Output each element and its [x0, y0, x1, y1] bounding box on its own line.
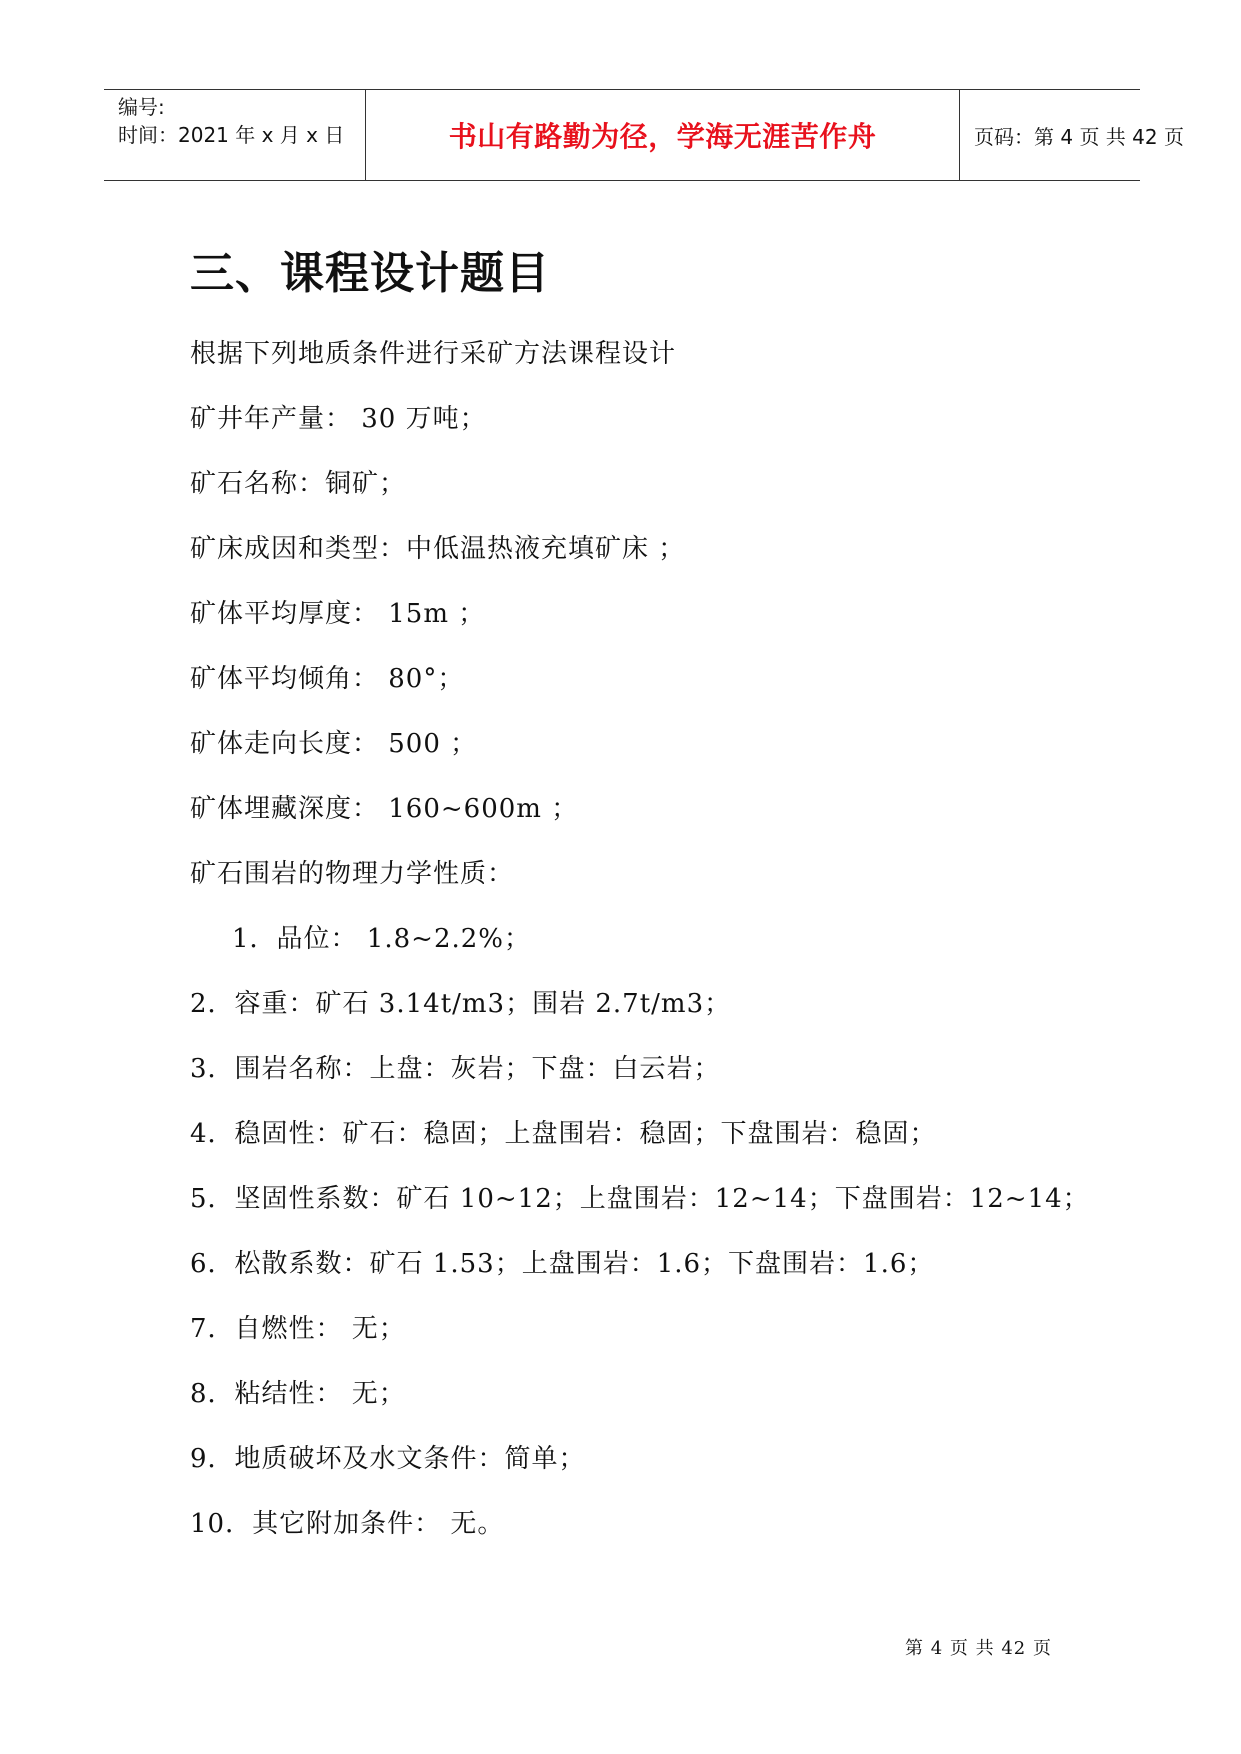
properties-heading-line: 矿石围岩的物理力学性质： [190, 859, 515, 889]
list-item: 2．容重：矿石 3.14t/m3；围岩 2.7t/m3； [190, 989, 732, 1019]
document-time-label: 时间：2021 年 x 月 x 日 [118, 123, 345, 147]
list-item: 4．稳固性：矿石：稳固；上盘围岩：稳固；下盘围岩：稳固； [190, 1119, 937, 1149]
list-item: 3．围岩名称：上盘：灰岩；下盘：白云岩； [190, 1054, 721, 1084]
list-item: 9．地质破坏及水文条件：简单； [190, 1444, 586, 1474]
ore-name-line: 矿石名称：铜矿； [190, 469, 407, 499]
strike-length-line: 矿体走向长度： 500 ； [190, 729, 478, 759]
list-item: 5．坚固性系数：矿石 10~12；上盘围岩：12~14；下盘围岩：12~14； [190, 1184, 1090, 1214]
burial-depth-line: 矿体埋藏深度： 160~600m ； [190, 794, 579, 824]
section-title: 三、课程设计题目 [190, 248, 550, 299]
list-item: 7．自燃性： 无； [190, 1314, 406, 1344]
list-item: 10．其它附加条件： 无。 [190, 1509, 505, 1539]
dip-angle-line: 矿体平均倾角： 80°； [190, 664, 465, 694]
list-item: 6．松散系数：矿石 1.53；上盘围岩：1.6；下盘围岩：1.6； [190, 1249, 935, 1279]
page-header [104, 89, 1184, 181]
page-footer: 第 4 页 共 42 页 [905, 1638, 1052, 1659]
annual-output-line: 矿井年产量： 30 万吨； [190, 404, 487, 434]
header-motto: 书山有路勤为径，学海无涯苦作舟 [366, 90, 960, 180]
thickness-line: 矿体平均厚度： 15m ； [190, 599, 486, 629]
list-item: 8．粘结性： 无； [190, 1379, 406, 1409]
intro-line: 根据下列地质条件进行采矿方法课程设计 [190, 339, 677, 369]
header-page-info: 页码：第 4 页 共 42 页 [974, 124, 1184, 149]
list-item: 1．品位： 1.8~2.2%； [232, 924, 531, 954]
deposit-type-line: 矿床成因和类型：中低温热液充填矿床 ； [190, 534, 686, 564]
header-meta [104, 90, 366, 180]
document-number-label: 编号: [118, 95, 165, 119]
